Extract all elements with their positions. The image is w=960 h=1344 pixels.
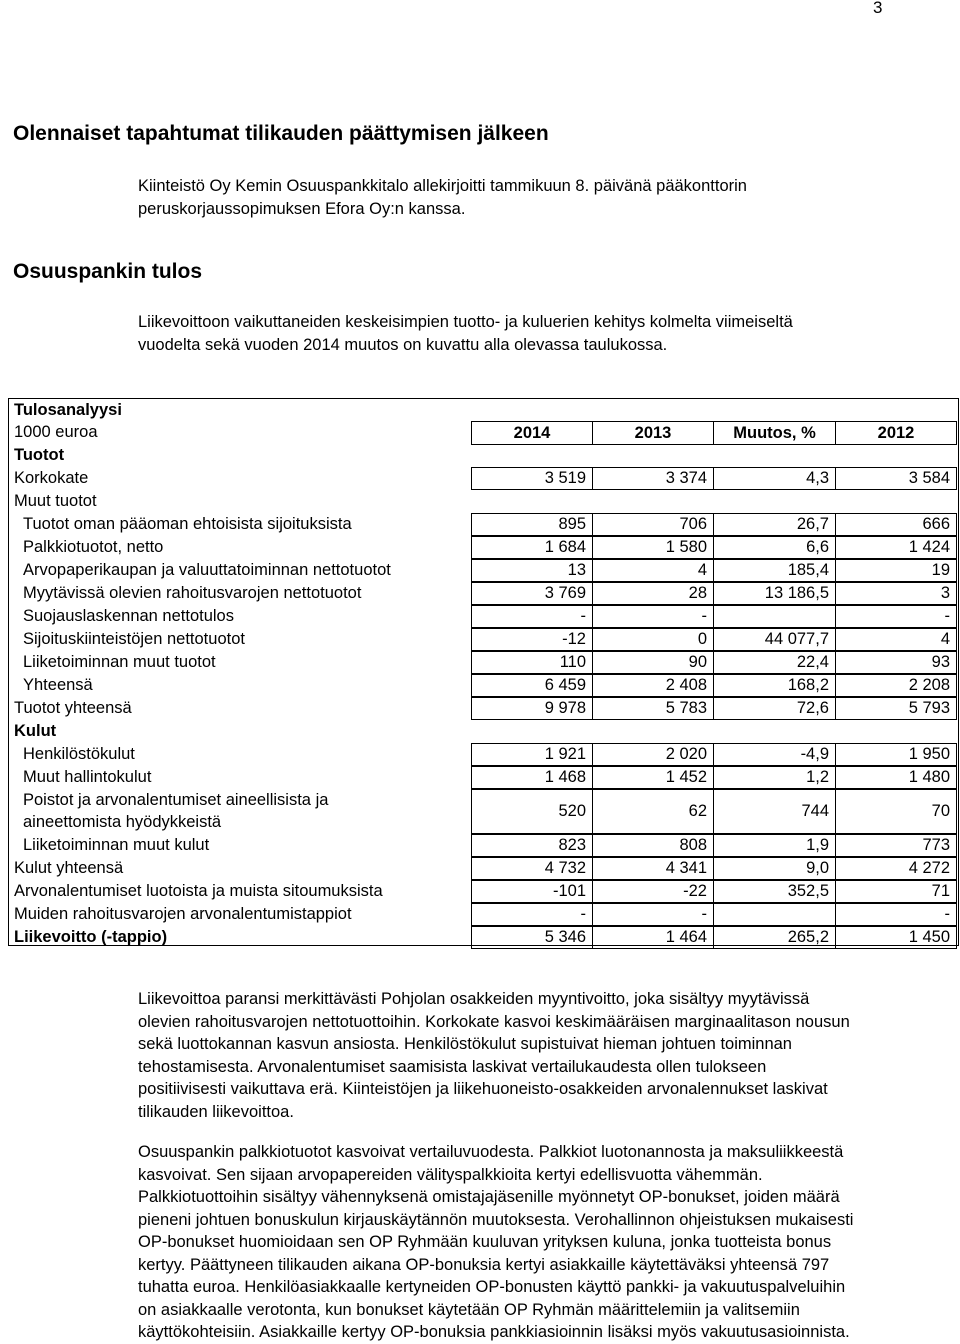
value-cell: - bbox=[471, 605, 593, 628]
value-cell: 26,7 bbox=[713, 513, 836, 536]
value-cell: 3 bbox=[835, 582, 957, 605]
row-label: Palkkiotuotot, netto bbox=[23, 538, 164, 556]
result-analysis-table bbox=[8, 398, 959, 946]
row-value-cells bbox=[471, 559, 957, 582]
value-cell: 1 921 bbox=[471, 743, 593, 766]
value-cell: - bbox=[471, 903, 593, 926]
row-value-cells bbox=[471, 467, 957, 490]
paragraph-line: tilikauden liikevoittoa. bbox=[138, 1102, 294, 1121]
value-cell: 13 bbox=[471, 559, 593, 582]
paragraph-line: tehostamisesta. Arvonalentumiset saamisista laskivat vertailukaudesta ollen tulokseen bbox=[138, 1057, 767, 1076]
value-cell: 3 584 bbox=[835, 467, 957, 490]
table-header-cells bbox=[471, 421, 957, 445]
value-cell: 895 bbox=[471, 513, 593, 536]
value-cell: 4,3 bbox=[713, 467, 836, 490]
value-cell: -4,9 bbox=[713, 743, 836, 766]
value-cell: 62 bbox=[592, 789, 714, 834]
value-cell: 1 684 bbox=[471, 536, 593, 559]
table-row bbox=[9, 605, 958, 628]
value-cell: 3 769 bbox=[471, 582, 593, 605]
row-label: Korkokate bbox=[14, 469, 89, 487]
value-cell: - bbox=[835, 903, 957, 926]
commission-commentary-paragraph bbox=[138, 1141, 960, 1344]
table-section-row bbox=[9, 490, 958, 513]
paragraph-line: tuhatta euroa. Henkilöasiakkaalle kertyneiden OP-bonusten käyttö pankki- ja vakuutuspalveluihin bbox=[138, 1278, 846, 1296]
value-cell: 3 374 bbox=[592, 467, 714, 490]
row-label: Tuotot bbox=[14, 446, 65, 464]
row-label: Arvopaperikaupan ja valuuttatoiminnan nettotuotot bbox=[23, 561, 391, 579]
section-heading-result: Osuuspankin tulos bbox=[13, 260, 203, 283]
value-cell: - bbox=[835, 605, 957, 628]
paragraph-line: olevien rahoitusvarojen nettotuottoihin. Korkokate kasvoi keskimääräisen marginaalitason nousun bbox=[138, 1012, 850, 1031]
table-row bbox=[9, 559, 958, 582]
value-cell: 5 783 bbox=[592, 697, 714, 720]
paragraph-line: Osuuspankin palkkiotuotot kasvoivat vertailuvuodesta. Palkkiot luotonannosta ja maksuliikkeestä bbox=[138, 1143, 844, 1161]
table-section-row bbox=[9, 720, 958, 743]
paragraph-line: OP-bonukset huomioidaan sen OP Ryhmään kuuluvan yrityksen kuluna, jonka tuotteista bonus bbox=[138, 1233, 832, 1251]
table-row bbox=[9, 880, 958, 903]
paragraph-line: positiivisesti vaikuttava erä. Kiinteistöjen ja liikehuoneisto-osakkeiden arvonalennukset laskivat bbox=[138, 1080, 828, 1098]
value-cell: 93 bbox=[835, 651, 957, 674]
row-label: Liiketoiminnan muut tuotot bbox=[23, 653, 216, 671]
row-label: Arvonalentumiset luotoista ja muista sitoumuksista bbox=[14, 882, 383, 900]
table-unit-label: 1000 euroa bbox=[14, 423, 98, 441]
paragraph-line: vuodelta sekä vuoden 2014 muutos on kuvattu alla olevassa taulukossa. bbox=[138, 335, 668, 354]
value-cell: 520 bbox=[471, 789, 593, 834]
value-cell: 1 424 bbox=[835, 536, 957, 559]
paragraph-line: sekä luottokannan kasvun ansiosta. Henkilöstökulut supistuivat hieman johtuen toiminnan bbox=[138, 1035, 792, 1053]
row-label: Tuotot yhteensä bbox=[14, 699, 132, 717]
table-row bbox=[9, 582, 958, 605]
column-header: 2012 bbox=[835, 421, 957, 445]
value-cell: 9 978 bbox=[471, 697, 593, 720]
column-header: Muutos, % bbox=[713, 421, 836, 445]
value-cell: 4 bbox=[835, 628, 957, 651]
paragraph-line: kertyy. Päättyneen tilikauden aikana OP-bonuksia kertyi asiakkaille käytettäväksi yhteensä 797 bbox=[138, 1255, 830, 1274]
table-row bbox=[9, 628, 958, 651]
value-cell: 5 346 bbox=[471, 926, 593, 949]
row-value-cells bbox=[471, 674, 957, 697]
row-value-cells bbox=[471, 857, 957, 880]
row-label: Kulut bbox=[14, 722, 57, 740]
value-cell: 1 464 bbox=[592, 926, 714, 949]
value-cell: -22 bbox=[592, 880, 714, 903]
value-cell: 706 bbox=[592, 513, 714, 536]
value-cell: 2 020 bbox=[592, 743, 714, 766]
value-cell: 2 408 bbox=[592, 674, 714, 697]
table-row bbox=[9, 674, 958, 697]
value-cell bbox=[713, 605, 836, 628]
row-value-cells bbox=[471, 926, 957, 949]
value-cell: 71 bbox=[835, 880, 957, 903]
value-cell: 1 580 bbox=[592, 536, 714, 559]
paragraph-line: pieneni johtuen bonuskulun kirjauskäytännön muutoksesta. Verohallinnon ohjeistuksen mukaisesti bbox=[138, 1210, 854, 1229]
row-label: Muiden rahoitusvarojen arvonalentumistappiot bbox=[14, 905, 352, 923]
value-cell: 4 272 bbox=[835, 857, 957, 880]
value-cell: 22,4 bbox=[713, 651, 836, 674]
value-cell: 823 bbox=[471, 834, 593, 857]
paragraph-line: on asiakkaalle verotonta, kun bonukset käytetään OP Ryhmän määrittelemiin ja valitsemiin bbox=[138, 1300, 800, 1319]
value-cell: - bbox=[592, 605, 714, 628]
paragraph-line: Liikevoittoa paransi merkittävästi Pohjolan osakkeiden myyntivoitto, joka sisältyy myytävissä bbox=[138, 990, 810, 1008]
value-cell: 1 950 bbox=[835, 743, 957, 766]
value-cell: 9,0 bbox=[713, 857, 836, 880]
row-value-cells bbox=[471, 605, 957, 628]
value-cell: 4 732 bbox=[471, 857, 593, 880]
value-cell: -101 bbox=[471, 880, 593, 903]
row-value-cells bbox=[471, 766, 957, 789]
row-label: Poistot ja arvonalentumiset aineellisista ja bbox=[23, 791, 329, 809]
row-label: Sijoituskiinteistöjen nettotuotot bbox=[23, 630, 245, 648]
value-cell: 4 341 bbox=[592, 857, 714, 880]
value-cell: 2 208 bbox=[835, 674, 957, 697]
value-cell: 352,5 bbox=[713, 880, 836, 903]
table-section-row bbox=[9, 444, 958, 467]
table-row bbox=[9, 536, 958, 559]
value-cell: -12 bbox=[471, 628, 593, 651]
paragraph-line: kasvoivat. Sen sijaan arvopapereiden välityspalkkioita kertyi edellisvuotta vähemmän. bbox=[138, 1165, 763, 1184]
row-label: Liiketoiminnan muut kulut bbox=[23, 836, 210, 854]
row-label: Muut hallintokulut bbox=[23, 768, 152, 786]
value-cell: 1 468 bbox=[471, 766, 593, 789]
table-row bbox=[9, 513, 958, 536]
row-value-cells bbox=[471, 789, 957, 834]
table-title-row bbox=[9, 399, 958, 421]
table-header-row bbox=[9, 421, 958, 445]
value-cell: 666 bbox=[835, 513, 957, 536]
row-value-cells bbox=[471, 582, 957, 605]
value-cell: 28 bbox=[592, 582, 714, 605]
value-cell: 3 519 bbox=[471, 467, 593, 490]
table-row bbox=[9, 766, 958, 789]
row-value-cells bbox=[471, 834, 957, 857]
row-value-cells bbox=[471, 651, 957, 674]
column-header: 2014 bbox=[471, 421, 593, 445]
table-row bbox=[9, 903, 958, 926]
value-cell: 6,6 bbox=[713, 536, 836, 559]
value-cell: 0 bbox=[592, 628, 714, 651]
profit-commentary-paragraph bbox=[138, 988, 960, 1123]
value-cell: 72,6 bbox=[713, 697, 836, 720]
paragraph-line: käyttökohteisiin. Asiakkaille kertyy OP-bonuksia pankkiasioinnin lisäksi myös vakuutusasioinnista. bbox=[138, 1323, 850, 1341]
value-cell: 773 bbox=[835, 834, 957, 857]
row-value-cells bbox=[471, 697, 957, 720]
row-label: Suojauslaskennan nettotulos bbox=[23, 607, 234, 625]
table-row bbox=[9, 743, 958, 766]
row-value-cells bbox=[471, 536, 957, 559]
paragraph-line: Kiinteistö Oy Kemin Osuuspankkitalo allekirjoitti tammikuun 8. päivänä pääkonttorin bbox=[138, 177, 747, 195]
value-cell: 90 bbox=[592, 651, 714, 674]
table-title: Tulosanalyysi bbox=[14, 401, 122, 419]
page-number: 3 bbox=[873, 0, 883, 17]
row-label: Liikevoitto (-tappio) bbox=[14, 928, 168, 946]
value-cell: 185,4 bbox=[713, 559, 836, 582]
value-cell: 70 bbox=[835, 789, 957, 834]
row-value-cells bbox=[471, 880, 957, 903]
paragraph-line: Liikevoittoon vaikuttaneiden keskeisimpien tuotto- ja kuluerien kehitys kolmelta viimeiseltä bbox=[138, 313, 793, 331]
value-cell: 110 bbox=[471, 651, 593, 674]
value-cell: 1 450 bbox=[835, 926, 957, 949]
value-cell: 744 bbox=[713, 789, 836, 834]
value-cell: 6 459 bbox=[471, 674, 593, 697]
table-row bbox=[9, 697, 958, 720]
paragraph-line: peruskorjaussopimuksen Efora Oy:n kanssa. bbox=[138, 199, 466, 218]
value-cell bbox=[713, 903, 836, 926]
row-label: Tuotot oman pääoman ehtoisista sijoituksista bbox=[23, 515, 352, 533]
value-cell: 4 bbox=[592, 559, 714, 582]
row-value-cells bbox=[471, 903, 957, 926]
section-heading-events: Olennaiset tapahtumat tilikauden päättymisen jälkeen bbox=[13, 122, 549, 145]
row-value-cells bbox=[471, 628, 957, 651]
value-cell: 1,9 bbox=[713, 834, 836, 857]
value-cell: 44 077,7 bbox=[713, 628, 836, 651]
table-row bbox=[9, 651, 958, 674]
value-cell: 168,2 bbox=[713, 674, 836, 697]
table-row bbox=[9, 857, 958, 880]
table-row bbox=[9, 467, 958, 490]
row-value-cells bbox=[471, 743, 957, 766]
value-cell: 808 bbox=[592, 834, 714, 857]
row-value-cells bbox=[471, 513, 957, 536]
row-label-continued: aineettomista hyödykkeistä bbox=[23, 813, 222, 831]
value-cell: 1 480 bbox=[835, 766, 957, 789]
paragraph-line: Palkkiotuottoihin sisältyy vähennyksenä omistajajäsenille myönnetyt OP-bonukset, joiden määrä bbox=[138, 1188, 840, 1206]
column-header: 2013 bbox=[592, 421, 714, 445]
row-label: Myytävissä olevien rahoitusvarojen nettotuotot bbox=[23, 584, 362, 602]
table-row bbox=[9, 834, 958, 857]
row-label: Muut tuotot bbox=[14, 492, 97, 510]
row-label: Kulut yhteensä bbox=[14, 859, 124, 877]
value-cell: 13 186,5 bbox=[713, 582, 836, 605]
value-cell: 1 452 bbox=[592, 766, 714, 789]
table-row bbox=[9, 926, 958, 949]
result-intro-paragraph bbox=[138, 311, 960, 356]
value-cell: 19 bbox=[835, 559, 957, 582]
events-paragraph bbox=[138, 175, 960, 220]
value-cell: - bbox=[592, 903, 714, 926]
row-label: Henkilöstökulut bbox=[23, 745, 135, 763]
value-cell: 1,2 bbox=[713, 766, 836, 789]
value-cell: 5 793 bbox=[835, 697, 957, 720]
row-label: Yhteensä bbox=[23, 676, 93, 694]
table-row bbox=[9, 789, 958, 834]
value-cell: 265,2 bbox=[713, 926, 836, 949]
